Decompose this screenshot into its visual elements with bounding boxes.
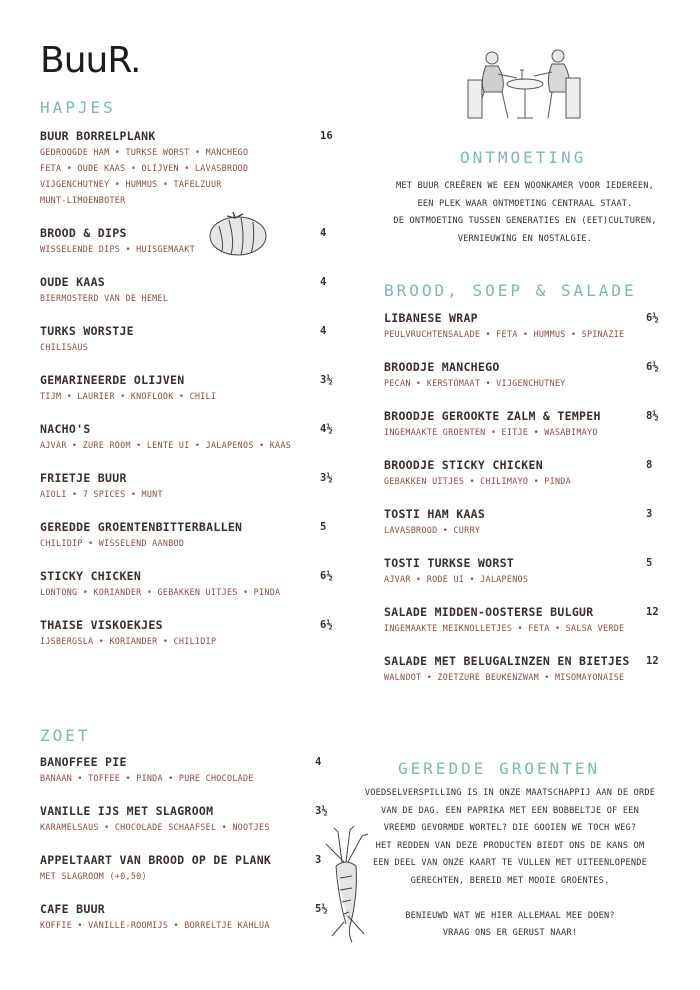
item-description: CHILISAUS (40, 342, 89, 352)
logo: BuuR. (40, 40, 141, 81)
item-description: INGEMAAKTE MEIKNOLLETJES • FETA • SALSA VERDE (384, 623, 625, 633)
people-at-table-illustration (462, 40, 588, 124)
item-description: AJVAR • ZURE ROOM • LENTE UI • JALAPENOS • KAAS (40, 440, 292, 450)
item-name: TOSTI HAM KAAS (384, 507, 486, 521)
item-description: GEBAKKEN UITJES • CHILIMAYO • PINDA (384, 476, 571, 486)
brood-list (384, 310, 660, 702)
hapjes-menu-item (40, 617, 340, 649)
hapjes-menu-item (40, 470, 340, 502)
item-description: MUNT-LIMOENBOTER (40, 195, 126, 205)
zoet-menu-item (40, 754, 330, 786)
item-price: 6½ (320, 619, 333, 631)
zoet-menu-item (40, 852, 330, 884)
hapjes-menu-item (40, 323, 340, 355)
item-description: BANAAN • TOFFEE • PINDA • PURE CHOCOLADE (40, 773, 254, 783)
item-name: FRIETJE BUUR (40, 471, 127, 485)
tomato-illustration (205, 208, 271, 258)
item-price: 3½ (320, 472, 333, 484)
brood-menu-item (384, 555, 660, 587)
item-description: AJVAR • RODE UI • JALAPENOS (384, 574, 529, 584)
item-price: 8 (646, 459, 653, 471)
item-description: INGEMAAKTE GROENTEN • EITJE • WASABIMAYO (384, 427, 598, 437)
item-name: GEMARINEERDE OLIJVEN (40, 373, 185, 387)
item-description: PECAN • KERSTOMAAT • VIJGENCHUTNEY (384, 378, 566, 388)
item-description: FETA • OUDE KAAS • OLIJVEN • LAVASBROOD (40, 163, 249, 173)
item-price: 16 (320, 130, 333, 142)
item-price: 3½ (320, 374, 333, 386)
item-price: 3 (315, 854, 322, 866)
zoet-menu-item (40, 901, 330, 933)
item-name: BROODJE GEROOKTE ZALM & TEMPEH (384, 409, 601, 423)
item-name: APPELTAART VAN BROOD OP DE PLANK (40, 853, 272, 867)
ontmoeting-text-line: MET BUUR CREËREN WE EEN WOONKAMER VOOR IEDEREEN, (396, 181, 654, 191)
hapjes-menu-item (40, 225, 340, 257)
brood-menu-item (384, 604, 660, 636)
hapjes-menu-item (40, 128, 340, 208)
groenten-text-line: EEN DEEL VAN ONZE KAART TE VULLEN MET UITEENLOPENDE (372, 858, 648, 868)
item-name: TURKS WORSTJE (40, 324, 134, 338)
brood-menu-item (384, 359, 660, 391)
groenten-text-line: VRAAG ONS ER GERUST NAAR! (442, 928, 578, 938)
item-price: 5 (320, 521, 327, 533)
hapjes-menu-item (40, 274, 340, 306)
ontmoeting-title: ONTMOETING (460, 148, 587, 167)
item-name: BROODJE STICKY CHICKEN (384, 458, 543, 472)
item-name: SALADE MET BELUGALINZEN EN BIETJES (384, 654, 630, 668)
item-name: GEREDDE GROENTENBITTERBALLEN (40, 520, 243, 534)
item-description: BIERMOSTERD VAN DE HEMEL (40, 293, 169, 303)
groenten-text-line: VAN DE DAG. EEN PAPRIKA MET EEN BOBBELTJE OF EEN (381, 805, 639, 816)
zoet-menu-item (40, 803, 330, 835)
item-price: 4 (320, 276, 327, 288)
brood-menu-item (384, 310, 660, 342)
item-price: 5½ (315, 903, 328, 915)
item-price: 6½ (646, 361, 659, 373)
groenten-text (340, 785, 680, 943)
ontmoeting-text-line: EEN PLEK WAAR ONTMOETING CENTRAAL STAAT. (417, 198, 633, 209)
groenten-text-line: GERECHTEN, BEREID MET MOOIE GROENTES. (410, 875, 610, 886)
item-price: 12 (646, 606, 659, 618)
item-description: KARAMELSAUS • CHOCOLADE SCHAAFSEL • NOOTJES (40, 822, 270, 832)
item-price: 12 (646, 655, 659, 667)
item-name: CAFE BUUR (40, 902, 106, 916)
item-name: VANILLE IJS MET SLAGROOM (40, 804, 214, 818)
item-price: 3 (646, 508, 653, 520)
hapjes-menu-item (40, 519, 340, 551)
item-description: GEDROOGDE HAM • TURKSE WORST • MANCHEGO (40, 147, 249, 157)
item-name: TOSTI TURKSE WORST (384, 556, 515, 570)
item-name: BANOFFEE PIE (40, 755, 127, 769)
item-name: BROODJE MANCHEGO (384, 360, 500, 374)
zoet-list (40, 754, 330, 950)
item-price: 6½ (320, 570, 333, 582)
carrot-illustration (318, 826, 380, 946)
item-price: 5 (646, 557, 653, 569)
item-name: OUDE KAAS (40, 275, 106, 289)
groenten-text-line: VREEMD GEVORMDE WORTEL? DIE GOOIEN WE TOCH WEG? (383, 823, 637, 833)
item-description: CHILIDIP • WISSELEND AANBOD (40, 538, 185, 548)
item-name: THAISE VISKOEKJES (40, 618, 163, 632)
item-description: WISSELENDE DIPS • HUISGEMAAKT (40, 244, 195, 254)
item-price: 4 (315, 756, 322, 768)
hapjes-menu-item (40, 568, 340, 600)
zoet-title: ZOET (40, 726, 91, 745)
hapjes-menu-item (40, 372, 340, 404)
hapjes-title: HAPJES (40, 98, 116, 117)
item-description: LAVASBROOD • CURRY (384, 525, 481, 535)
item-price: 4½ (320, 423, 333, 435)
item-price: 4 (320, 325, 327, 337)
ontmoeting-text (360, 178, 690, 248)
item-description: AIOLI • 7 SPICES • MUNT (40, 489, 163, 499)
item-name: BROOD & DIPS (40, 226, 127, 240)
item-name: LIBANESE WRAP (384, 311, 478, 325)
item-price: 3½ (315, 805, 328, 817)
item-price: 4 (320, 227, 327, 239)
item-name: SALADE MIDDEN-OOSTERSE BULGUR (384, 605, 594, 619)
item-description: KOFFIE • VANILLE-ROOMIJS • BORRELTJE KAHLUA (40, 920, 270, 930)
item-name: NACHO'S (40, 422, 91, 436)
item-description: PEULVRUCHTENSALADE • FETA • HUMMUS • SPINAZIE (384, 329, 625, 339)
groenten-text-line: VOEDSELVERSPILLING IS IN ONZE MAATSCHAPPIJ AAN DE ORDE (364, 788, 656, 798)
hapjes-menu-item (40, 421, 340, 453)
hapjes-list (40, 128, 340, 666)
item-name: BUUR BORRELPLANK (40, 129, 156, 143)
brood-menu-item (384, 408, 660, 440)
item-description: VIJGENCHUTNEY • HUMMUS • TAFELZUUR (40, 179, 222, 189)
item-description: MET SLAGROOM (+0,50) (40, 871, 147, 881)
groenten-text-line (340, 890, 680, 908)
ontmoeting-text-line: DE ONTMOETING TUSSEN GENERATIES EN (EET)CULTUREN, (393, 216, 657, 226)
ontmoeting-text-line: VERNIEUWING EN NOSTALGIE. (457, 233, 593, 244)
item-price: 6½ (646, 312, 659, 324)
brood-menu-item (384, 653, 660, 685)
item-description: LONTONG • KORIANDER • GEBAKKEN UITJES • PINDA (40, 587, 281, 597)
brood-title: BROOD, SOEP & SALADE (384, 281, 637, 300)
groenten-text-line: HET REDDEN VAN DEZE PRODUCTEN BIEDT ONS DE KANS OM (375, 840, 645, 851)
item-description: TIJM • LAURIER • KNOFLOOK • CHILI (40, 391, 217, 401)
brood-menu-item (384, 506, 660, 538)
item-description: WALNOOT • ZOETZURE BEUKENZWAM • MISOMAYONAISE (384, 672, 625, 682)
groenten-title: GEREDDE GROENTEN (398, 759, 601, 778)
groenten-text-line: BENIEUWD WAT WE HIER ALLEMAAL MEE DOEN? (405, 910, 615, 921)
item-name: STICKY CHICKEN (40, 569, 142, 583)
item-description: IJSBERGSLA • KORIANDER • CHILIDIP (40, 636, 217, 646)
item-price: 8½ (646, 410, 659, 422)
brood-menu-item (384, 457, 660, 489)
